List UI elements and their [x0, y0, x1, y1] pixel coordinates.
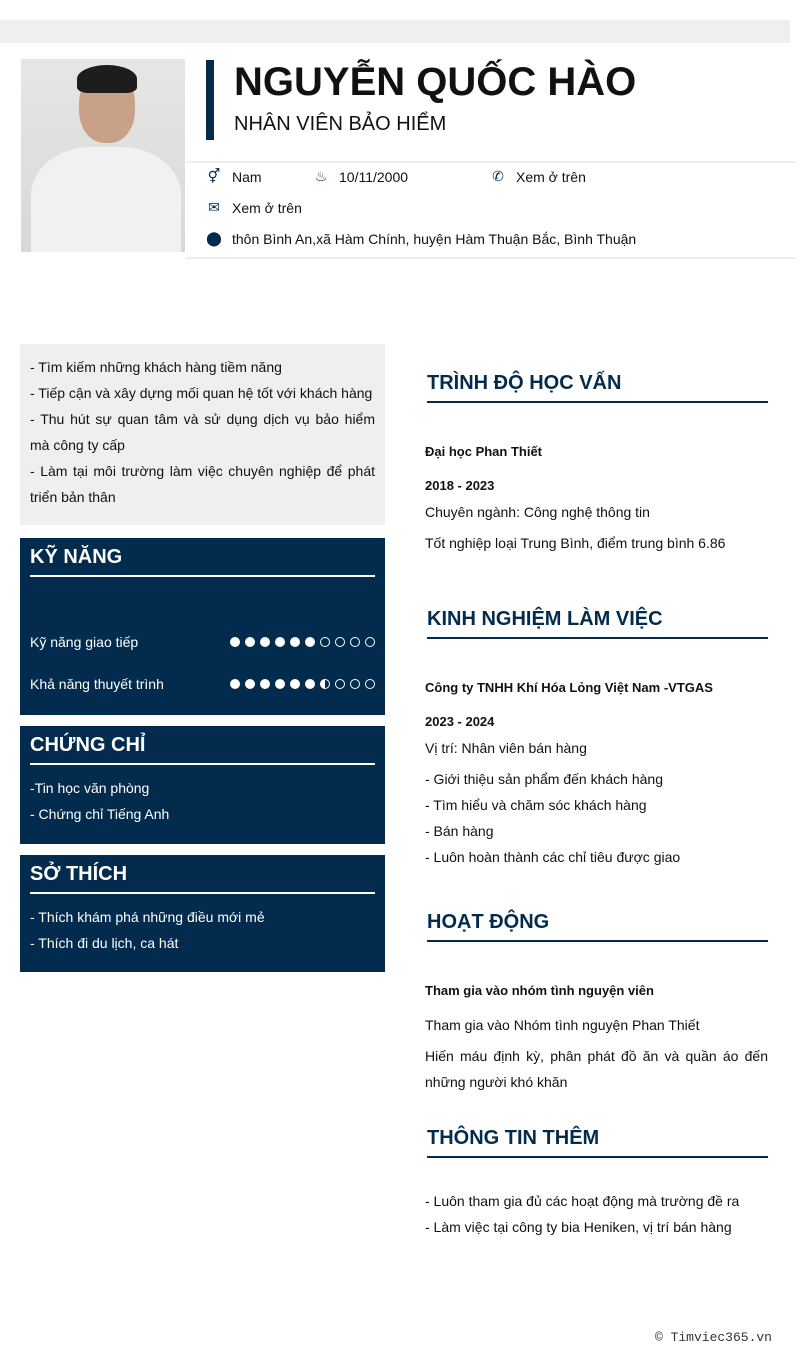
- section-title: HOẠT ĐỘNG: [427, 911, 768, 942]
- objective-line: - Tìm kiếm những khách hàng tiềm năng: [30, 359, 282, 375]
- contact-info: [186, 161, 795, 259]
- gender: Nam: [232, 168, 262, 185]
- education-line: Chuyên ngành: Công nghệ thông tin: [425, 504, 650, 520]
- rating-dot: [320, 679, 330, 689]
- rating-dot: [245, 679, 255, 689]
- candidate-name: NGUYỄN QUỐC HÀO: [234, 60, 637, 104]
- education-section: [425, 372, 768, 556]
- extra-line: - Luôn tham gia đủ các hoạt động mà trường đề ra: [425, 1193, 740, 1209]
- experience-line: - Luôn hoàn thành các chỉ tiêu được giao: [425, 849, 681, 865]
- skill-name: Kỹ năng giao tiếp: [30, 634, 139, 650]
- rating-dot: [260, 637, 270, 647]
- hobby-item: - Thích đi du lịch, ca hát: [30, 935, 179, 951]
- experience-period: 2023 - 2024: [425, 714, 495, 729]
- extra-info-section: [425, 1127, 768, 1240]
- experience-line: - Tìm hiểu và chăm sóc khách hàng: [425, 797, 647, 813]
- email-icon: ✉: [208, 199, 220, 215]
- activity-line: Tham gia vào Nhóm tình nguyện Phan Thiết: [425, 1017, 700, 1033]
- education-period: 2018 - 2023: [425, 478, 495, 493]
- job-title: NHÂN VIÊN BẢO HIỂM: [234, 113, 447, 135]
- footer-copyright: © Timviec365.vn: [654, 1330, 772, 1345]
- rating-dot: [260, 679, 270, 689]
- phone-icon: ✆: [492, 168, 504, 184]
- section-title: KỸ NĂNG: [30, 538, 375, 577]
- activity-name: Tham gia vào nhóm tình nguyện viên: [425, 983, 654, 998]
- name-accent-bar: [206, 60, 214, 140]
- gender-icon: ⚥: [207, 168, 221, 184]
- birthday: 10/11/2000: [339, 168, 409, 185]
- experience-line: - Giới thiệu sản phẩm đến khách hàng: [425, 771, 663, 787]
- skill-rating: [230, 637, 375, 647]
- avatar-photo: [21, 59, 185, 252]
- address: thôn Bình An,xã Hàm Chính, huyện Hàm Thuận Bắc, Bình Thuận: [232, 230, 637, 247]
- activity-line: Hiến máu định kỳ, phân phát đồ ăn và quần áo đến những người khó khăn: [425, 1048, 768, 1090]
- birthday-cake-icon: ♨: [314, 168, 328, 184]
- skill-name: Khả năng thuyết trình: [30, 676, 164, 692]
- rating-dot: [335, 637, 345, 647]
- rating-dot: [290, 637, 300, 647]
- career-objective: [20, 344, 385, 525]
- rating-dot: [230, 679, 240, 689]
- rating-dot: [365, 679, 375, 689]
- objective-line: - Tiếp cận và xây dựng mối quan hệ tốt với khách hàng: [30, 385, 373, 401]
- skill-rating: [230, 679, 375, 689]
- top-bar: [0, 20, 790, 43]
- objective-line: - Thu hút sự quan tâm và sử dụng dịch vụ bảo hiểm mà công ty cấp: [30, 411, 375, 453]
- company-name: Công ty TNHH Khí Hóa Lỏng Việt Nam -VTGAS: [425, 680, 713, 695]
- certificates-section: [20, 726, 385, 844]
- rating-dot: [230, 637, 240, 647]
- experience-line: - Bán hàng: [425, 823, 494, 839]
- section-title: SỞ THÍCH: [30, 855, 375, 894]
- certificate-item: -Tin học văn phòng: [30, 780, 150, 796]
- extra-line: - Làm việc tại công ty bia Heniken, vị trí bán hàng: [425, 1219, 732, 1235]
- rating-dot: [245, 637, 255, 647]
- location-icon: ⬤: [206, 230, 222, 246]
- rating-dot: [320, 637, 330, 647]
- rating-dot: [305, 679, 315, 689]
- rating-dot: [275, 637, 285, 647]
- education-line: Tốt nghiệp loại Trung Bình, điểm trung bình 6.86: [425, 535, 726, 551]
- experience-line: Vị trí: Nhân viên bán hàng: [425, 740, 587, 756]
- phone: Xem ở trên: [516, 168, 586, 185]
- rating-dot: [305, 637, 315, 647]
- experience-section: [425, 608, 768, 870]
- rating-dot: [275, 679, 285, 689]
- activities-section: [425, 911, 768, 1095]
- certificate-item: - Chứng chỉ Tiếng Anh: [30, 806, 170, 822]
- section-title: TRÌNH ĐỘ HỌC VẤN: [427, 372, 768, 403]
- skills-section: [20, 538, 385, 715]
- school-name: Đại học Phan Thiết: [425, 444, 543, 459]
- rating-dot: [335, 679, 345, 689]
- rating-dot: [350, 679, 360, 689]
- hobbies-section: [20, 855, 385, 972]
- hobby-item: - Thích khám phá những điều mới mẻ: [30, 909, 265, 925]
- skill-row: [30, 663, 375, 705]
- rating-dot: [290, 679, 300, 689]
- rating-dot: [365, 637, 375, 647]
- rating-dot: [350, 637, 360, 647]
- email: Xem ở trên: [232, 199, 302, 216]
- section-title: CHỨNG CHỈ: [30, 726, 375, 765]
- section-title: THÔNG TIN THÊM: [427, 1127, 768, 1158]
- objective-line: - Làm tại môi trường làm việc chuyên nghiệp để phát triển bản thân: [30, 463, 375, 505]
- section-title: KINH NGHIỆM LÀM VIỆC: [427, 608, 768, 639]
- skill-row: [30, 621, 375, 663]
